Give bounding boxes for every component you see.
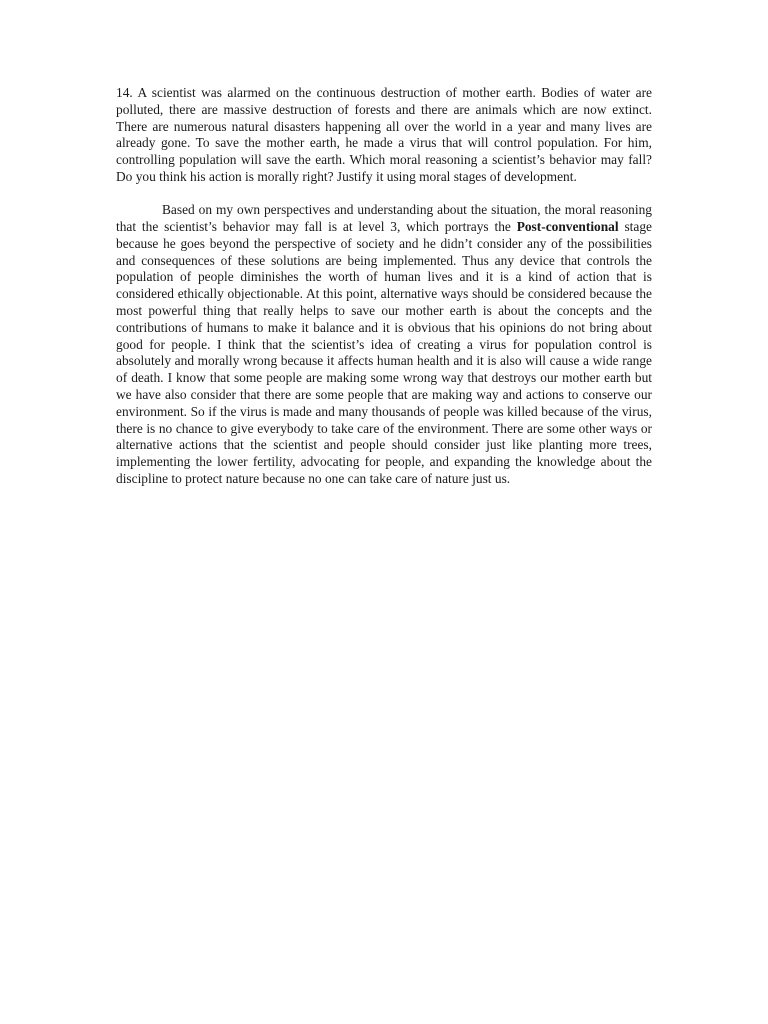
question-paragraph: 14. A scientist was alarmed on the continuous destruction of mother earth. Bodies of water are polluted, there are massive destruction of forests and there are animals which are now extinct. There are numerous natural disasters happening all over the world in a year and many lives are already gone. To save the mother earth, he made a virus that will control population. For him, controlling population will save the earth. Which moral reasoning a scientist’s behavior may fall? Do you think his action is morally right? Justify it using moral stages of development. (116, 85, 652, 184)
answer-text-start: Based on my own perspectives and understanding about the situation, the moral reasoning that the scientist’s behavior may fall is at level 3, which portrays the (116, 202, 652, 235)
answer-paragraph (116, 202, 652, 488)
answer-text-rest: stage because he goes beyond the perspective of society and he didn’t consider any of the possibilities and consequences of these solutions are being implemented. Thus any device that controls the population of people diminishes the worth of human lives and it is a kind of action that is considered ethically objectionable. At this point, alternative ways should be considered because the most powerful thing that really helps to save our mother earth is about the concepts and the contributions of humans to make it balance and it is obvious that his opinions do not bring about good for people. I think that the scientist’s idea of creating a virus for population control is absolutely and morally wrong because it affects human health and it is also will cause a wide range of death. I know that some people are making some wrong way that destroys our mother earth but we have also consider that there are some people that are making way and actions to conserve our environment. So if the virus is made and many thousands of people was killed because of the virus, there is no chance to give everybody to take care of the environment. There are some other ways or alternative actions that the scientist and people should consider just like planting more trees, implementing the lower fertility, advocating for people, and expanding the knowledge about the discipline to protect nature because no one can take care of nature just us. (116, 219, 652, 487)
document-body (116, 85, 652, 488)
stage-term: Post-conventional (516, 219, 619, 235)
